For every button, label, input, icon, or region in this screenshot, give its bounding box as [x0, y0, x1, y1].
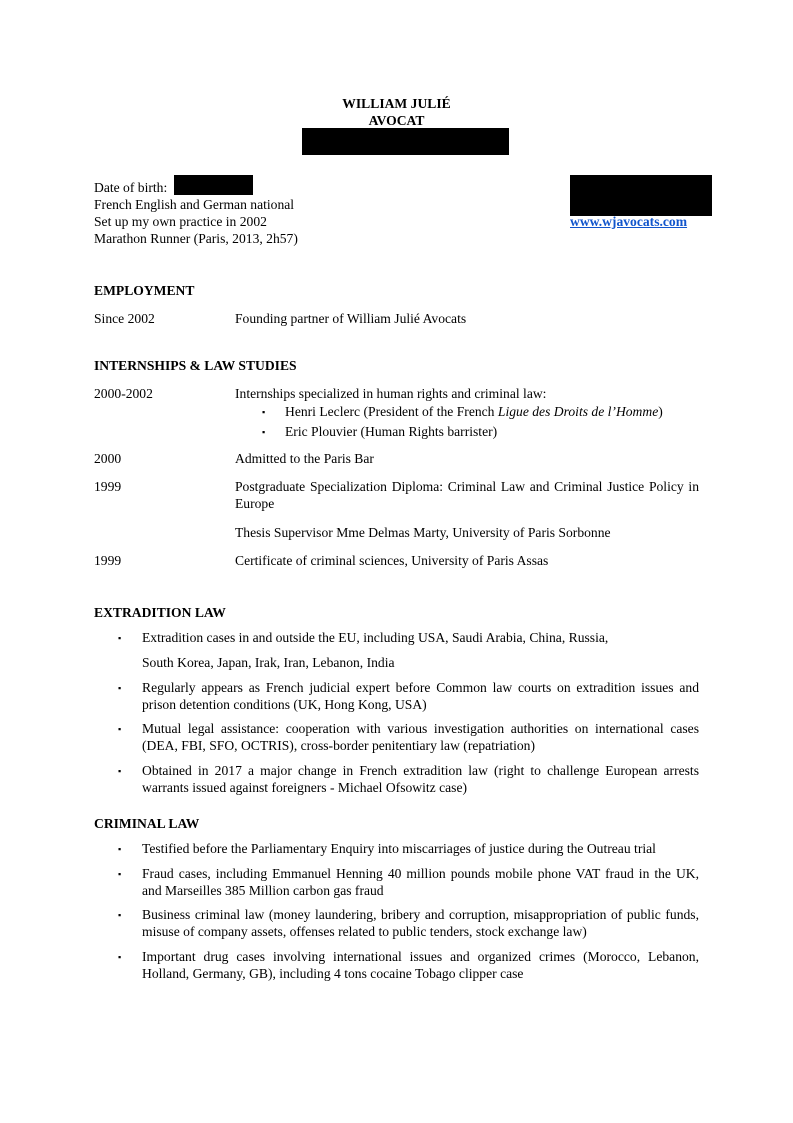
- internship-sub-leclerc: Henri Leclerc (President of the French Ligue des Droits de l’Homme): [285, 404, 663, 419]
- bar-text: Admitted to the Paris Bar: [235, 451, 374, 466]
- internship-text: Internships specialized in human rights and criminal law:: [235, 386, 547, 401]
- nationality-line: French English and German national: [94, 197, 295, 212]
- dob-label: Date of birth:: [94, 180, 168, 195]
- diploma-text: Postgraduate Specialization Diploma: Criminal Law and Criminal Justice Policy in Europe: [235, 479, 699, 511]
- internship-date: 2000-2002: [94, 386, 153, 401]
- employment-text: Founding partner of William Julié Avocats: [235, 311, 467, 326]
- criminal-bullet-1: Testified before the Parliamentary Enquiry into miscarriages of justice during the Outreau trial: [142, 841, 656, 856]
- criminal-bullet-2: Fraud cases, including Emmanuel Henning 40 million pounds mobile phone VAT fraud in the UK, and Marseilles 385 Million carbon gas fraud: [142, 866, 699, 898]
- extradition-bullet-4: Obtained in 2017 a major change in French extradition law (right to challenge European arrests warrants issued against foreigners - Michael Ofsowitz case): [142, 763, 699, 795]
- bar-date: 2000: [94, 451, 122, 466]
- section-heading-criminal: CRIMINAL LAW: [94, 816, 200, 831]
- certificate-text: Certificate of criminal sciences, University of Paris Assas: [235, 553, 549, 568]
- section-heading-internships: INTERNSHIPS & LAW STUDIES: [94, 358, 297, 373]
- bullet-marker: ▪: [118, 952, 122, 962]
- employment-date: Since 2002: [94, 311, 155, 326]
- redaction-bar-dob: [174, 175, 253, 195]
- cv-name: WILLIAM JULIÉ: [342, 96, 451, 111]
- redaction-bar-address: [302, 128, 509, 155]
- bullet-marker: ▪: [118, 844, 122, 854]
- section-heading-extradition: EXTRADITION LAW: [94, 605, 226, 620]
- bullet-marker: ▪: [118, 869, 122, 879]
- bullet-marker: ▪: [118, 910, 122, 920]
- extradition-bullet-3: Mutual legal assistance: cooperation with various investigation authorities on international cases (DEA, FBI, SFO, OCTRIS), cross-border penitentiary law (repatriation): [142, 721, 699, 753]
- certificate-date: 1999: [94, 553, 122, 568]
- extradition-bullet-1-line1: Extradition cases in and outside the EU, including USA, Saudi Arabia, China, Russia,: [142, 630, 609, 645]
- dob-line: [94, 179, 167, 196]
- criminal-bullet-3: Business criminal law (money laundering, bribery and corruption, misappropriation of public funds, misuse of company assets, offenses related to public tenders, stock exchange law): [142, 907, 699, 939]
- extradition-bullet-1-line2: South Korea, Japan, Irak, Iran, Lebanon, India: [142, 655, 395, 670]
- redaction-bar-contact: [570, 175, 712, 216]
- bullet-marker: ▪: [118, 724, 122, 734]
- website-link[interactable]: www.wjavocats.com: [570, 214, 688, 229]
- criminal-bullet-4: Important drug cases involving international issues and organized crimes (Morocco, Lebanon, Holland, Germany, GB), including 4 tons cocaine Tobago clipper case: [142, 949, 699, 981]
- extradition-bullet-2: Regularly appears as French judicial expert before Common law courts on extradition issues and prison detention conditions (UK, Hong Kong, USA): [142, 680, 699, 712]
- cv-title: AVOCAT: [368, 113, 425, 128]
- bullet-marker: ▪: [118, 766, 122, 776]
- bullet-marker: ▪: [118, 683, 122, 693]
- section-heading-employment: EMPLOYMENT: [94, 283, 195, 298]
- bullet-marker: ▪: [118, 633, 122, 643]
- diploma-date: 1999: [94, 479, 122, 494]
- sub-bullet-marker: ▪: [262, 427, 266, 437]
- internship-sub-plouvier: Eric Plouvier (Human Rights barrister): [285, 424, 498, 439]
- sub-bullet-marker: ▪: [262, 407, 266, 417]
- marathon-line: Marathon Runner (Paris, 2013, 2h57): [94, 231, 298, 246]
- thesis-text: Thesis Supervisor Mme Delmas Marty, University of Paris Sorbonne: [235, 525, 611, 540]
- practice-line: Set up my own practice in 2002: [94, 214, 267, 229]
